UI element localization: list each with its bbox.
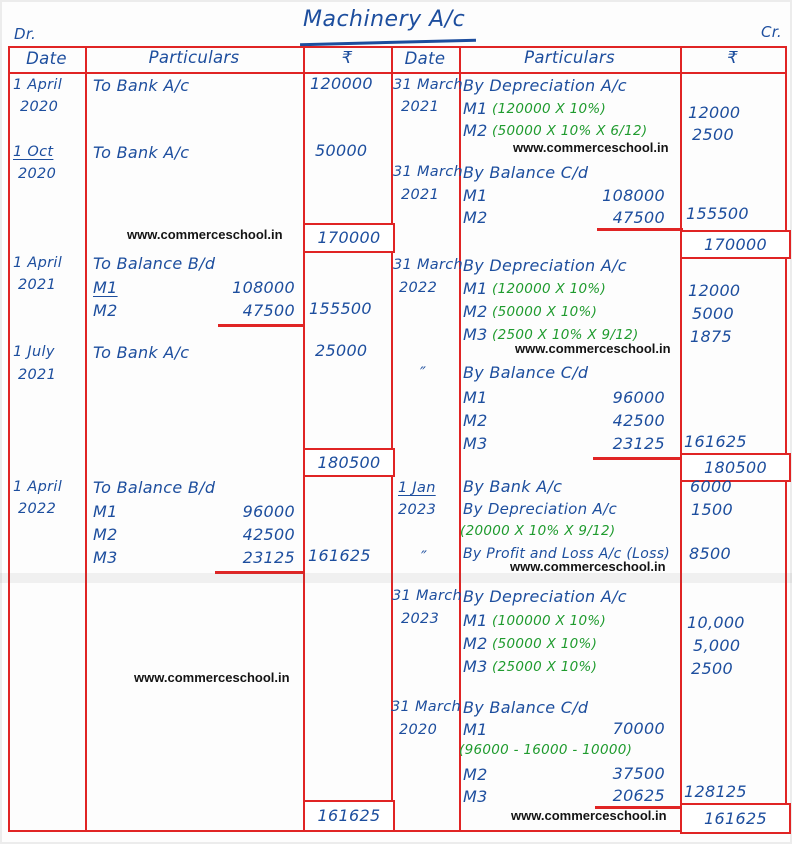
dr-e4-particulars: To Bank A/c	[93, 343, 190, 362]
col-header-particulars-dr: Particulars	[148, 48, 240, 67]
cr-e3-m3-amount: 1875	[690, 327, 732, 346]
cr-e7-m3-label: M3	[463, 787, 488, 806]
dr-e5-particulars: To Balance B/d	[93, 478, 216, 497]
col-header-rupee-cr: ₹	[727, 48, 738, 67]
dr-total-2023-box	[303, 800, 395, 832]
cr-e6-m1-amount: 10,000	[687, 613, 745, 632]
watermark: www.commerceschool.in	[513, 140, 669, 155]
cr-e2-particulars: By Balance C/d	[463, 163, 589, 182]
table-border-bottom	[8, 830, 787, 832]
cr-e6-m1-working: (100000 X 10%)	[492, 613, 607, 629]
cr-e5-row2-amount: 1500	[691, 500, 733, 519]
dr-total-2022: 180500	[317, 452, 381, 472]
divider-date1-particulars1	[85, 46, 87, 832]
cr-e5-row2-particulars: By Depreciation A/c	[463, 500, 618, 518]
divider-particulars1-amount1	[303, 46, 305, 832]
col-header-rupee-dr: ₹	[341, 48, 353, 67]
dr-e3-m1-value: 108000	[232, 278, 295, 297]
cr-e3-m1-label: M1	[463, 279, 488, 298]
dr-e4-amount: 25000	[315, 341, 368, 360]
cr-e5-date-line2: 2023	[398, 502, 437, 518]
cr-e3-m2-amount: 5000	[692, 304, 734, 323]
cr-e3-m2-working: (50000 X 10%)	[492, 304, 598, 320]
cr-e2-m1-label: M1	[463, 186, 488, 205]
cr-e1-m2-amount: 2500	[692, 125, 734, 144]
cr-e1-date-line1: 31 March	[393, 77, 463, 93]
dr-total-2021-box	[303, 223, 395, 253]
cr-total-2022: 180500	[704, 457, 767, 477]
cr-e3-m1-amount: 12000	[688, 281, 741, 300]
dr-total-2023: 161625	[317, 806, 381, 825]
dr-e1-date-line2: 2020	[20, 99, 59, 115]
dr-e5-amount: 161625	[308, 546, 371, 565]
cr-e6-date-line2: 2023	[401, 611, 440, 627]
dr-e1-date-line1: 1 April	[13, 77, 63, 93]
cr-e4-addition-line	[593, 457, 682, 460]
cr-e2-m2-label: M2	[463, 208, 488, 227]
cr-e5-row3-particulars: By Profit and Loss A/c (Loss)	[463, 546, 671, 562]
cr-e3-date-line2: 2022	[399, 280, 438, 296]
header-row-divider	[8, 72, 787, 74]
cr-e1-m2-label: M2	[463, 121, 488, 140]
dr-e2-amount: 50000	[315, 141, 368, 160]
watermark: www.commerceschool.in	[511, 808, 667, 823]
dr-e5-m3-value: 23125	[242, 548, 295, 567]
cr-e1-m2-working: (50000 X 10% X 6/12)	[492, 123, 648, 139]
watermark: www.commerceschool.in	[134, 670, 290, 685]
cr-e6-particulars: By Depreciation A/c	[463, 587, 627, 606]
dr-e3-date-line2: 2021	[18, 277, 57, 293]
dr-e4-date-line1: 1 July	[13, 344, 55, 360]
cr-e6-m2-amount: 5,000	[693, 636, 741, 655]
cr-e5-row3-amount: 8500	[689, 544, 731, 563]
cr-total-2021-box	[680, 230, 791, 259]
dr-e3-m1-label: M1	[93, 278, 118, 297]
dr-e5-m1-label: M1	[93, 502, 118, 521]
cr-e5-ditto-mark: ″	[421, 547, 428, 566]
cr-e7-working: (96000 - 16000 - 10000)	[459, 742, 633, 758]
cr-e4-m3-value: 23125	[612, 434, 665, 453]
cr-e7-particulars: By Balance C/d	[463, 698, 589, 717]
title-underline	[300, 39, 476, 46]
cr-e2-m2-value: 47500	[612, 208, 665, 227]
section-separator-band	[0, 573, 792, 583]
dr-e2-date-line2: 2020	[18, 166, 57, 182]
cr-e7-amount: 128125	[684, 782, 747, 801]
dr-e1-particulars: To Bank A/c	[93, 76, 190, 95]
cr-e6-date-line1: 31 March	[392, 588, 462, 604]
table-border-right	[785, 46, 787, 832]
dr-e3-amount: 155500	[309, 299, 372, 318]
cr-e1-particulars: By Depreciation A/c	[463, 76, 627, 95]
cr-e1-m1-label: M1	[463, 99, 488, 118]
cr-e5-row1-particulars: By Bank A/c	[463, 477, 563, 496]
cr-e6-m2-label: M2	[463, 634, 488, 653]
dr-e3-m2-label: M2	[93, 301, 118, 320]
dr-e5-date-line1: 1 April	[13, 479, 63, 495]
dr-e4-date-line2: 2021	[18, 367, 57, 383]
dr-e3-addition-line	[218, 324, 303, 327]
cr-e3-particulars: By Depreciation A/c	[463, 256, 627, 275]
dr-e5-m2-label: M2	[93, 525, 118, 544]
cr-e3-date-line1: 31 March	[393, 257, 463, 273]
col-header-particulars-cr: Particulars	[524, 48, 615, 67]
dr-e2-particulars: To Bank A/c	[93, 143, 190, 162]
cr-e3-m1-working: (120000 X 10%)	[492, 281, 607, 297]
dr-e1-amount: 120000	[310, 74, 373, 93]
cr-e5-date-line1: 1 Jan	[398, 480, 436, 496]
table-border-top	[8, 46, 787, 48]
cr-e6-m3-working: (25000 X 10%)	[492, 659, 598, 675]
cr-e5-row2-working: (20000 X 10% X 9/12)	[460, 523, 616, 539]
cr-e4-particulars: By Balance C/d	[463, 363, 589, 382]
cr-e4-amount: 161625	[684, 432, 747, 451]
dr-e5-date-line2: 2022	[18, 501, 57, 517]
watermark: www.commerceschool.in	[515, 341, 671, 356]
table-border-left	[8, 46, 10, 832]
cr-e7-m2-label: M2	[463, 765, 488, 784]
cr-e5-row1-amount: 6000	[690, 477, 732, 496]
cr-e4-m2-value: 42500	[612, 411, 665, 430]
cr-e2-m1-value: 108000	[602, 186, 665, 205]
cr-e3-m2-label: M2	[463, 302, 488, 321]
dr-total-2022-box	[303, 448, 395, 477]
dr-e3-m2-value: 47500	[242, 301, 295, 320]
cr-e4-m2-label: M2	[463, 411, 488, 430]
cr-e6-m3-amount: 2500	[691, 659, 733, 678]
col-header-date-cr: Date	[404, 49, 446, 68]
dr-total-2021: 170000	[317, 228, 381, 247]
cr-e1-date-line2: 2021	[401, 99, 440, 115]
cr-e4-m1-value: 96000	[612, 388, 665, 407]
cr-e7-date-line1: 31 March	[391, 699, 461, 715]
cr-e1-m1-amount: 12000	[688, 103, 741, 122]
divider-particulars2-amount2	[680, 46, 682, 832]
col-header-date-dr: Date	[26, 49, 67, 68]
cr-e2-amount: 155500	[686, 204, 749, 223]
cr-e7-m2-value: 37500	[612, 764, 665, 783]
cr-e7-m1-label: M1	[463, 720, 488, 739]
page-title: Machinery A/c	[303, 7, 466, 32]
dr-e5-m1-value: 96000	[242, 502, 295, 521]
watermark: www.commerceschool.in	[127, 227, 283, 242]
dr-e2-date-line1: 1 Oct	[13, 144, 54, 160]
cr-e7-date-line2: 2020	[399, 722, 438, 738]
cr-e6-m1-label: M1	[463, 611, 488, 630]
cr-total-2023-box	[680, 803, 791, 834]
cr-e6-m2-working: (50000 X 10%)	[492, 636, 598, 652]
cr-label: Cr.	[761, 23, 782, 41]
cr-e4-m3-label: M3	[463, 434, 488, 453]
cr-e6-m3-label: M3	[463, 657, 488, 676]
cr-e3-m3-working: (2500 X 10% X 9/12)	[492, 327, 639, 343]
cr-e7-m3-value: 20625	[612, 786, 665, 805]
watermark: www.commerceschool.in	[510, 559, 666, 574]
cr-e4-ditto-mark: ″	[420, 363, 427, 382]
dr-label: Dr.	[14, 25, 37, 43]
dr-e3-particulars: To Balance B/d	[93, 254, 216, 273]
cr-e2-date-line1: 31 March	[393, 164, 463, 180]
cr-total-2021: 170000	[704, 234, 767, 254]
cr-e7-m1-value: 70000	[612, 719, 665, 738]
dr-e5-m3-label: M3	[93, 548, 118, 567]
cr-e3-m3-label: M3	[463, 325, 488, 344]
cr-e2-date-line2: 2021	[401, 187, 440, 203]
dr-e3-date-line1: 1 April	[13, 255, 63, 271]
cr-e4-m1-label: M1	[463, 388, 488, 407]
cr-e1-m1-working: (120000 X 10%)	[492, 101, 607, 117]
cr-total-2023: 161625	[704, 808, 767, 828]
dr-e5-m2-value: 42500	[242, 525, 295, 544]
cr-e2-addition-line	[597, 228, 683, 231]
